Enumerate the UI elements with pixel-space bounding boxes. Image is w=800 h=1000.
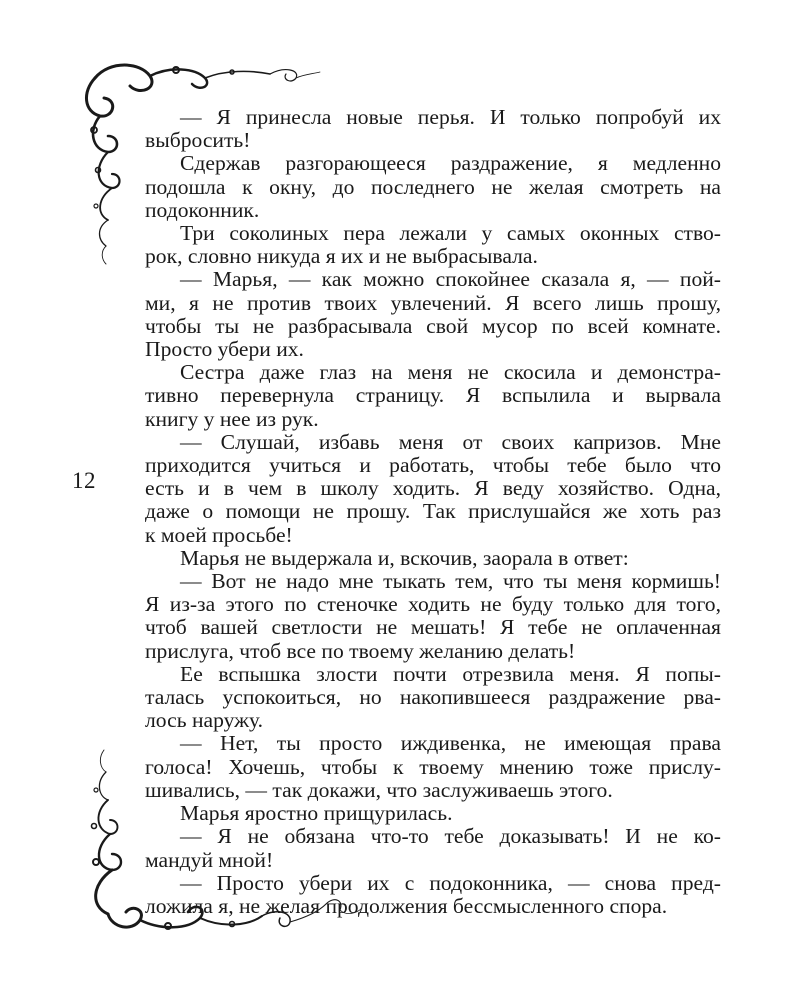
text-line: выбросить! [145, 128, 251, 153]
text-line: чтоб вашей светлости не мешать! Я тебе не оплаченная [145, 615, 721, 640]
text-line: Три соколиных пера лежали у самых оконных ство- [180, 221, 721, 246]
text-line: — Просто убери их с подоконника, — снова пред- [180, 870, 721, 895]
text-line: — Нет, ты просто иждивенка, не имеющая права [180, 731, 721, 756]
text-line: — Слушай, избавь меня от своих капризов. Мне [180, 429, 721, 454]
text-line: Сдержав разгорающееся раздражение, я медленно [180, 151, 721, 176]
text-line: чтобы ты не разбрасывала свой мусор по всей комнате. [145, 313, 721, 338]
text-line: есть и в чем в школу ходить. Я веду хозяйство. Одна, [145, 476, 721, 501]
page-number: 12 [72, 468, 96, 493]
text-line: к моей просьбе! [145, 522, 293, 547]
text-line: — Марья, — как можно спокойнее сказала я, — пой- [180, 267, 721, 292]
text-line: Марья яростно прищурилась. [180, 801, 453, 826]
text-line: голоса! Хочешь, чтобы к твоему мнению тоже прислу- [145, 754, 721, 779]
text-line: Просто убери их. [145, 337, 304, 362]
text-line: прислуга, чтоб все по твоему желанию делать! [145, 638, 576, 663]
text-line: ми, я не против твоих увлечений. Я всего лишь прошу, [145, 290, 721, 315]
text-line: мандуй мной! [145, 847, 274, 872]
text-line: Ее вспышка злости почти отрезвила меня. Я попы- [180, 661, 721, 686]
text-line: книгу у нее из рук. [145, 406, 319, 431]
text-line: ложила я, не желая продолжения бессмысленного спора. [145, 893, 668, 918]
text-line: — Вот не надо мне тыкать тем, что ты меня кормишь! [180, 569, 721, 594]
text-line: приходится учиться и работать, чтобы тебе было что [145, 453, 721, 478]
text-line: — Я принесла новые перья. И только попробуй их [180, 105, 721, 129]
text-line: подошла к окну, до последнего не желая смотреть на [145, 174, 721, 199]
text-line: Марья не выдержала и, вскочив, заорала в ответ: [180, 545, 629, 570]
text-line: шивались, — так докажи, что заслуживаешь этого. [145, 777, 613, 802]
text-line: — Я не обязана что-то тебе доказывать! И не ко- [180, 824, 721, 849]
text-line: лось наружу. [145, 708, 264, 733]
text-line: Я из-за этого по стеночке ходить не буду только для того, [145, 592, 721, 617]
text-line: Сестра даже глаз на меня не скосила и демонстра- [180, 360, 721, 385]
text-line: рок, словно никуда я их и не выбрасывала. [145, 244, 538, 269]
text-line: талась успокоиться, но накопившееся раздражение рва- [145, 685, 721, 710]
text-line: подоконник. [145, 197, 260, 222]
body-text [145, 106, 721, 918]
text-line: тивно перевернула страницу. Я вспылила и вырвала [145, 383, 721, 408]
text-line: даже о помощи не прошу. Так прислушайся же хоть раз [145, 499, 721, 524]
